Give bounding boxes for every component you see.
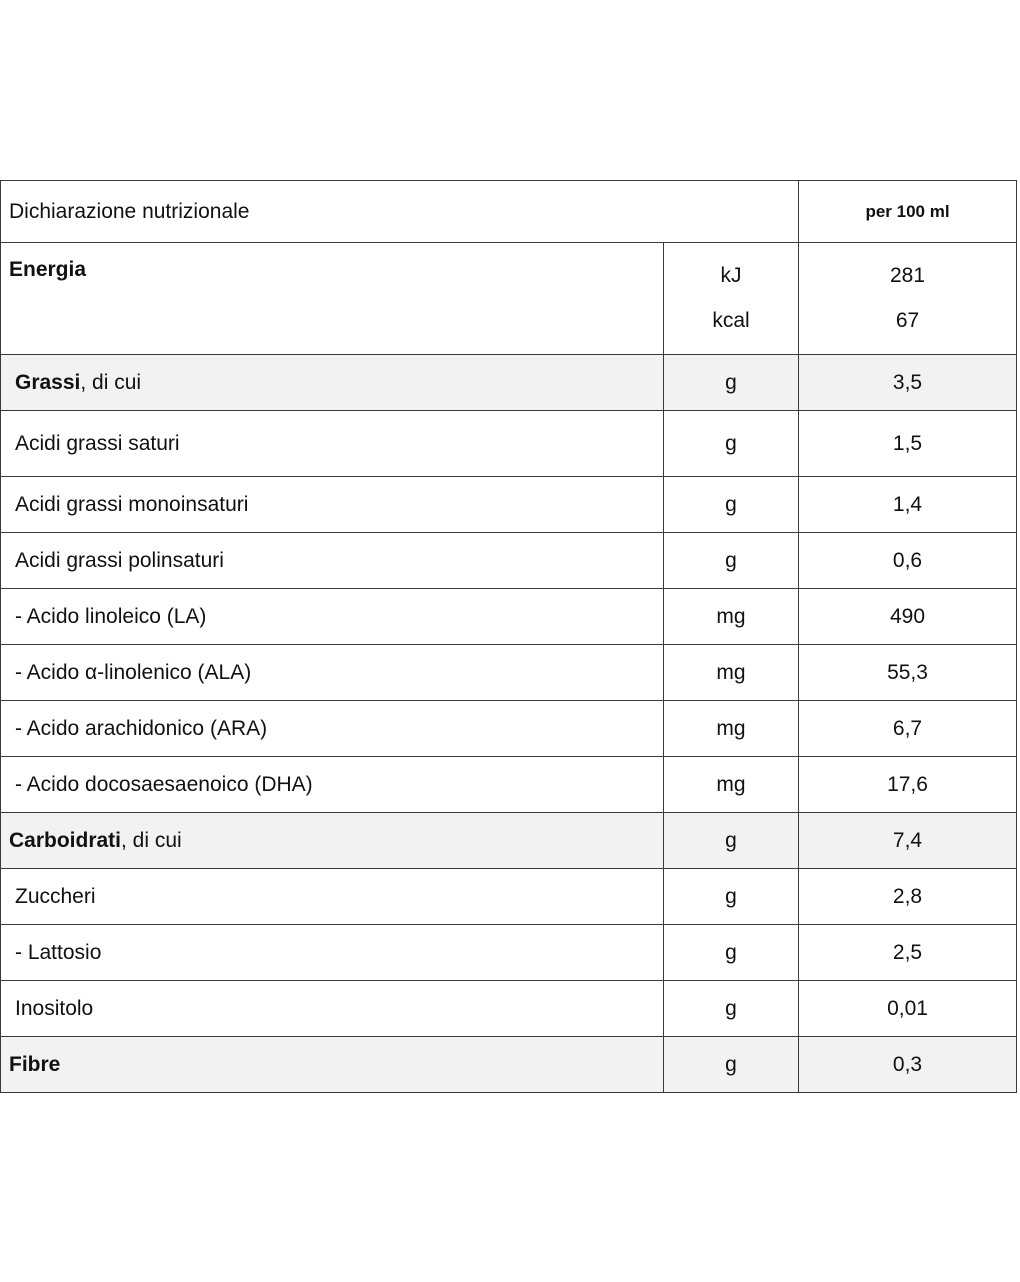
table-row-la (1, 588, 1016, 644)
nutrient-label: Inositolo (15, 996, 94, 1020)
nutrient-label: Zuccheri (15, 884, 96, 908)
nutrient-label: Acidi grassi polinsaturi (15, 548, 224, 572)
nutrient-unit: g (663, 981, 798, 1036)
nutrient-value: 2,5 (798, 925, 1016, 980)
table-row-ara (1, 700, 1016, 756)
nutrient-unit: g (663, 925, 798, 980)
nutrient-value: 17,6 (798, 757, 1016, 812)
nutrient-label-rest: , di cui (80, 370, 142, 394)
nutrient-label: - Acido arachidonico (ARA) (15, 716, 268, 740)
nutrient-unit: mg (663, 701, 798, 756)
table-row-saturi (1, 410, 1016, 476)
nutrient-unit: g (663, 411, 798, 476)
nutrient-value: 490 (798, 589, 1016, 644)
table-row-fibre (1, 1036, 1016, 1092)
nutrient-label: Fibre (9, 1052, 61, 1076)
nutrient-unit: g (663, 1037, 798, 1092)
nutrient-value: 7,4 (798, 813, 1016, 868)
nutrient-label-rest: , di cui (121, 828, 182, 852)
energy-values (798, 243, 1016, 354)
nutrient-unit: g (663, 869, 798, 924)
table-header-row (1, 181, 1016, 242)
nutrient-value: 0,3 (798, 1037, 1016, 1092)
nutrient-value: 6,7 (798, 701, 1016, 756)
nutrient-value: 3,5 (798, 355, 1016, 410)
table-title: Dichiarazione nutrizionale (9, 199, 250, 223)
nutrient-unit: g (663, 533, 798, 588)
table-row-lattosio (1, 924, 1016, 980)
table-row-ala (1, 644, 1016, 700)
energy-value-kj: 281 (889, 263, 926, 287)
nutrient-label: - Lattosio (15, 940, 102, 964)
nutrient-unit: mg (663, 589, 798, 644)
nutrient-label: - Acido linoleico (LA) (15, 604, 207, 628)
nutrition-table (0, 180, 1017, 1093)
nutrient-unit: g (663, 477, 798, 532)
nutrient-label: - Acido α-linolenico (ALA) (15, 660, 252, 684)
nutrient-label: - Acido docosaesaenoico (DHA) (15, 772, 313, 796)
nutrient-unit: mg (663, 757, 798, 812)
nutrient-unit: g (663, 813, 798, 868)
nutrient-value: 55,3 (798, 645, 1016, 700)
energy-value-kcal: 67 (895, 309, 920, 333)
nutrient-label-bold: Carboidrati (9, 828, 122, 852)
table-row-zuccheri (1, 868, 1016, 924)
nutrient-value: 0,6 (798, 533, 1016, 588)
nutrient-label: Acidi grassi saturi (15, 431, 180, 455)
nutrient-label-bold: Grassi (15, 370, 81, 394)
energy-unit-kj: kJ (720, 263, 742, 287)
nutrient-value: 1,4 (798, 477, 1016, 532)
nutrient-value: 0,01 (798, 981, 1016, 1036)
nutrient-label (1, 813, 663, 868)
table-row-dha (1, 756, 1016, 812)
energy-units (663, 243, 798, 354)
energy-label: Energia (9, 258, 87, 281)
nutrient-label: Acidi grassi monoinsaturi (15, 492, 249, 516)
nutrient-label (1, 355, 663, 410)
table-row-grassi (1, 354, 1016, 410)
nutrient-value: 2,8 (798, 869, 1016, 924)
table-row-monoinsaturi (1, 476, 1016, 532)
column-header-per-100ml: per 100 ml (798, 181, 1016, 242)
table-row-inositolo (1, 980, 1016, 1036)
table-row-carboidrati (1, 812, 1016, 868)
energy-unit-kcal: kcal (712, 309, 750, 333)
nutrient-unit: g (663, 355, 798, 410)
nutrient-unit: mg (663, 645, 798, 700)
nutrient-value: 1,5 (798, 411, 1016, 476)
table-row-polinsaturi (1, 532, 1016, 588)
energy-row (1, 242, 1016, 354)
